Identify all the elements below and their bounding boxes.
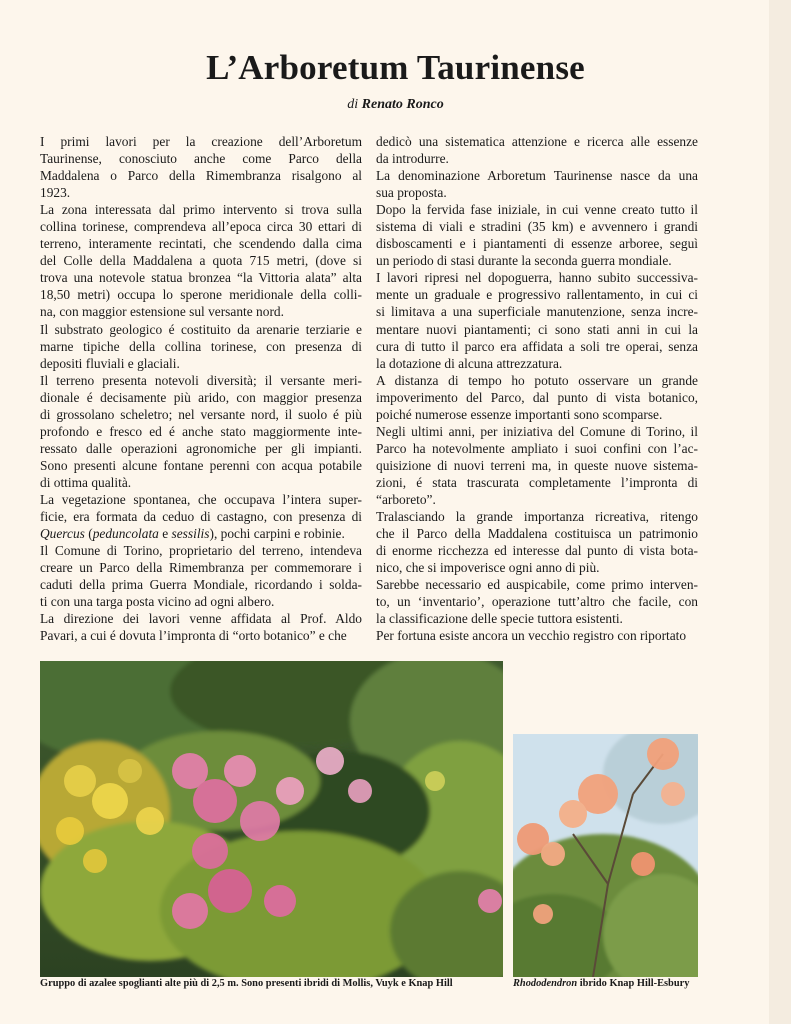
species-name: peduncolata <box>92 526 159 542</box>
text-line: terreno, interamente recintati, che scendendo dalla cima <box>40 236 362 252</box>
text-line: quisizione di nuovi terreni ma, in queste nuove sistema- <box>376 457 698 473</box>
text-line: collina torinese, comprendeva all’epoca circa 30 ettari di <box>40 219 362 235</box>
text-line: che il Parco della Maddalena costituisca un patrimonio <box>376 526 698 542</box>
text-line: “arboreto”. <box>376 491 436 507</box>
text-line: I primi lavori per la creazione dell’Arboretum <box>40 134 362 149</box>
rhododendron-photo <box>513 734 698 977</box>
text-line: 1923. <box>40 185 71 201</box>
caption-genus: Rhododendron <box>513 978 578 989</box>
text-line: sua proposta. <box>376 185 447 201</box>
paragraph <box>40 201 362 320</box>
text-line: dedicò una sistematica attenzione e ricerca alle essenze <box>376 134 698 149</box>
text-line: si limitava a una superficiale manutenzione, senza incre- <box>376 304 698 320</box>
text-line: nico, che si impoverisce ogni anno di più. <box>376 560 600 576</box>
text-line: profondo e fresco ed é anche stato maggiormente inte- <box>40 423 362 439</box>
text-line: Il terreno presenta notevoli diversità; il versante meri- <box>40 372 362 388</box>
paragraph <box>40 491 362 542</box>
text-line: na, con maggior estensione sul versante nord. <box>40 304 284 320</box>
paragraph <box>40 372 362 491</box>
paragraph <box>376 372 698 423</box>
text-line: del Colle della Maddalena a quota 715 metri, (dove si <box>40 253 362 269</box>
paragraph <box>376 423 698 508</box>
text-line: Tralasciando la grande importanza ricreativa, ritengo <box>376 509 698 525</box>
caption-variety: ibrido Knap Hill-Esbury <box>577 978 690 989</box>
text-line: sistema di viali e stradini (35 km) e avvennero i grandi <box>376 219 698 235</box>
article-byline <box>0 97 791 113</box>
text-line: dionale é decisamente più arido, con maggior presenza <box>40 389 362 405</box>
paragraph <box>376 133 698 167</box>
text-line: di grossolano scheletro; nel versante nord, il suolo é più <box>40 406 362 422</box>
paragraph <box>40 610 362 644</box>
text-line: to, un ‘inventario’, operazione tutt’altro che facile, con <box>376 594 698 610</box>
text-line: Dopo la fervida fase iniziale, in cui venne creato tutto il <box>376 202 698 218</box>
text-line: Quercus (peduncolata e sessilis), pochi carpini e robinie. <box>40 526 345 542</box>
paragraph <box>40 542 362 610</box>
text-line: Il Comune di Torino, proprietario del terreno, intendeva <box>40 543 362 559</box>
text-column-left <box>40 133 362 644</box>
text-line: A distanza di tempo ho potuto osservare un grande <box>376 372 698 388</box>
text-line: Il substrato geologico é costituito da arenarie terziarie e <box>40 321 362 337</box>
text-line: impoverimento del Parco, dal punto di vista botanico, <box>376 389 698 405</box>
text-line: di enorme ricchezza ed interesse dal punto di vista bota- <box>376 543 698 559</box>
paragraph <box>376 269 698 371</box>
text-line: un periodo di stasi durante la seconda guerra mondiale. <box>376 253 672 269</box>
paragraph <box>376 508 698 576</box>
text-line: cura di tutto il parco era affidata a soli tre operai, senza <box>376 338 698 354</box>
species-name: sessilis <box>171 526 210 542</box>
text-line: creare un Parco della Rimembranza per commemorare i <box>40 560 362 576</box>
text-line: la dotazione di alcuna attrezzatura. <box>376 355 563 371</box>
text-line: Parco ha notevolmente ampliato i suoi confini con l’ac- <box>376 440 698 456</box>
text-line: Maddalena o Parco della Rimembranza risalgono al <box>40 168 362 184</box>
text-line: la classificazione delle specie tuttora esistenti. <box>376 611 623 627</box>
text-line: da introdurre. <box>376 151 449 167</box>
text-line: mente un graduale e progressivo rallentamento, in cui ci <box>376 287 698 303</box>
paragraph <box>40 133 362 201</box>
text-line: depositi fluviali e glaciali. <box>40 355 180 371</box>
paragraph <box>376 627 698 644</box>
text-line: ti con una targa posta vicino ad ogni albero. <box>40 594 275 610</box>
byline-author: Renato Ronco <box>361 97 444 112</box>
text-line: Taurinense, conosciuto anche come Parco della <box>40 151 362 167</box>
paragraph <box>376 201 698 269</box>
text-line: zioni, é stata trascurata completamente l’impronta di <box>376 474 698 490</box>
article-title: L’Arboretum Taurinense <box>206 48 585 87</box>
text-line: trova una notevole statua bronzea “la Vittoria alata” alta <box>40 270 362 286</box>
text-line: Per fortuna esiste ancora un vecchio registro con riportato <box>376 628 687 644</box>
text-line: Sono presenti alcune fontane perenni con acqua potabile <box>40 457 362 473</box>
byline-prefix: di <box>347 97 359 112</box>
text-line: Sarebbe necessario ed auspicabile, come primo interven- <box>376 577 698 593</box>
text-line: Negli ultimi anni, per iniziativa del Comune di Torino, il <box>376 423 698 439</box>
azalea-group-photo <box>40 661 503 977</box>
text-line: ressato dalle operazioni agronomiche per gli impianti. <box>40 440 362 456</box>
text-line: Pavari, a cui é dovuta l’impronta di “orto botanico” e che <box>40 628 347 644</box>
text-line: I lavori ripresi nel dopoguerra, hanno subito successiva- <box>376 270 698 286</box>
text-line: marne tipiche della collina torinese, con presenza di <box>40 338 362 354</box>
text-line: La direzione dei lavori venne affidata al Prof. Aldo <box>40 611 362 627</box>
text-line: La denominazione Arboretum Taurinense nasce da una <box>376 168 698 184</box>
text-line: di ottima qualità. <box>40 474 132 490</box>
text-line: La zona interessata dal primo intervento si trova sulla <box>40 202 362 218</box>
text-line: ficie, era formata da ceduo di castagno, con presenza di <box>40 509 362 525</box>
text-column-right <box>376 133 698 644</box>
caption-azalea: Gruppo di azalee spoglianti alte più di 2,5 m. Sono presenti ibridi di Mollis, Vuyk e Knap Hill <box>40 978 453 989</box>
species-name: Quercus <box>40 526 85 542</box>
text-line: mentare nuovi piantamenti; ci sono stati anni in cui la <box>376 321 698 337</box>
text-line: poiché numerose essenze importanti sono scomparse. <box>376 406 663 422</box>
text-line: La vegetazione spontanea, che occupava l’intera super- <box>40 491 362 507</box>
text-line: 18,50 metri) occupa lo sperone meridionale della colli- <box>40 287 362 303</box>
caption-rhododendron <box>513 978 689 989</box>
paragraph <box>40 321 362 372</box>
text-line: disboscamenti e i piantamenti di essenze arboree, seguì <box>376 236 698 252</box>
text-line: caduti della prima Guerra Mondiale, ricordando i solda- <box>40 577 362 593</box>
page-edge <box>769 0 791 1024</box>
paragraph <box>376 167 698 201</box>
paragraph <box>376 576 698 627</box>
